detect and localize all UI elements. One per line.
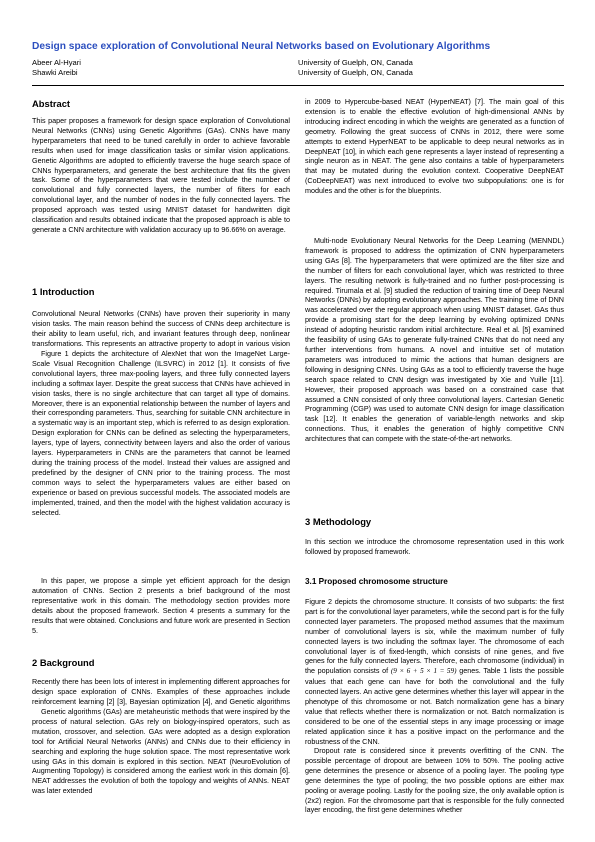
gene-count-formula: (9 × 6 + 5 × 1 = 59) xyxy=(390,667,457,676)
paper-title: Design space exploration of Convolutional Neural Networks based on Evolutionary Algorithms xyxy=(32,41,491,52)
intro-paragraph-2: Figure 1 depicts the architecture of AlexNet that won the ImageNet Large-Scale Visual Recognition Challenge (ILSVRC) in 2012 [1]. It consists of five convolutional layers, three max-pooling layers, and three fully connected layers including a softmax layer. Despite the great success that CNNs have achieved in vision tasks, there is no single architecture that can target all type of domains. Moreover, there is an exponential relationship between the number of layers and their corresponding parameters. Thus, searching for suitable CNN architecture in a systematic way is an important step, which is referred to as design exploration. Design exploration for CNNs can be defined as selecting the hyperparameters, layers, type of layers, connectivity between layers and also the order of various layers. Hyperparameters in CNNs are the parameters that cannot be learned during the training process of the model. Instead their values are assigned and predefined by the designer of CNN prior to the training process. The most common ways to select the hyperparameters values are either based on experience or based on previous successful models. The associated models are implemented, trained, and then the model with the highest validation accuracy is selected. xyxy=(32,349,290,517)
author-name: Abeer Al-Hyari xyxy=(32,58,81,67)
background-paragraph-3: in 2009 to Hypercube-based NEAT (HyperNEAT) [7]. The main goal of this extension is to enable the effective evolution of high-dimensional ANNs by introducing indirect encoding in which the weights are generated as a function of geometry. Following the great success of CNNs in 2012, there were some attempts to extend HyperNEAT to be applicable to deep neural networks as in DeepNEAT [10], in which each gene represents a layer instead of representing a single neuron as in NEAT. The gene also contains a table of hyperparameters that may be mutated during the evolution context. Cooperative DeepNEAT (CoDeepNEAT) was next introduced to evolve two subpopulations: one is for modules and the other is for the blueprints. xyxy=(305,97,564,196)
chromosome-paragraph-1 xyxy=(305,597,564,745)
intro-paragraph-1: Convolutional Neural Networks (CNNs) have proven their superiority in many vision tasks. The main reason behind the success of CNNs deep architecture is their ability to learn useful, rich, and invariant features through deep, nonlinear transformations. This represents an attractive property to adopt in various vision xyxy=(32,309,290,348)
author-affiliation: University of Guelph, ON, Canada xyxy=(298,68,413,77)
section-heading-methodology: 3 Methodology xyxy=(305,516,372,527)
methodology-paragraph-1: In this section we introduce the chromosome representation used in this work followed by proposed framework. xyxy=(305,537,564,556)
background-paragraph-2: Genetic algorithms (GAs) are metaheuristic methods that were inspired by the process of natural selection. GAs rely on biology-inspired operators, such as mutation, crossover, and selection. GAs were adopted as a design exploration tool for Artificial Neural Networks (ANNs) and CNNs due to their efficiency in searching and exploring the huge solution space. The most representative work using GAs in this domain is explored in this section. NEAT (NeuroEvolution of Augmenting Topology) is considered among the earliest work in this domain [6]. NEAT addresses the evolution of both the topology and weights of ANNs. NEAT was later extended xyxy=(32,707,290,796)
chromosome-text-part-1: Figure 2 depicts the chromosome structure. It consists of two subparts: the first part is for the convolutional layer parameters, while the second part is for the fully connected layer parameters. The proposed method assumes that the maximum number of convolutional layers is six, while the maximum number of fully connected layers is two including the softmax layer. The chromosome of each convolutional layer is of fixed-length, which consists of nine genes, and five genes for the fully connected layers. Therefore, each chromosome (individual) in the population consists of xyxy=(305,597,564,676)
author-name: Shawki Areibi xyxy=(32,68,78,77)
background-paragraph-4: Multi-node Evolutionary Neural Networks for the Deep Learning (MENNDL) framework is proposed to address the optimization of CNN hyperparameters using GAs [8]. The hyperparameters that were optimized are the filter size and the number of filters for each convolutional layer, which was restricted to three layers. The resulting network is fully-trained and no further post-processing is required. Tirumala et al. [9] studied the reduction of training time of Deep Neural Networks (DNNs) by adopting evolutionary approaches. The training time of DNN was accelerated over the regular approach when using MNIST dataset. GAs thus provide a promising start for the deep learning by evolving optimized DNNs instead of adopting heuristic random initial architecture. Real et al. [5] examined the feasibility of using GAs to generate fully-trained CNNs that do not need any further interventions from humans. A novel and intuitive set of mutation parameters was introduced to mimic the actions that human designers are following in designing CNNs. Using GAs as a tool to efficiently traverse the huge search space related to CNN design was investigated by Xie and Yuille [11]. However, their proposed approach was based on a constrained case that assumed a CNN consisted of only three convolutional layers. Cartesian Genetic Programming (CGP) was used to automate CNN design for image classification task [12]. It enables the generation of variable-length networks and skip connections. Thus, it enables the generation of highly competitive CNN architectures that can compete with the state-of-the-art networks. xyxy=(305,236,564,444)
chromosome-paragraph-2: Dropout rate is considered since it prevents overfitting of the CNN. The possible percentage of dropout are between 10% to 50%. The pooling active gene determines the presence or absence of a pooling layer. The pooling type gene determines the type of pooling; the two possible options are either max pooling or average pooling. Lastly for the pooling size, the only available option is (2x2) region. For the chromosome part that is responsible for the fully connected layer encoding, the first gene determines whether xyxy=(305,746,564,815)
background-paragraph-1: Recently there has been lots of interest in implementing different approaches for design space exploration of CNNs. Examples of these approaches include reinforcement learning [2] [3], Bayesian optimization [4], and Genetic algorithms xyxy=(32,677,290,706)
author-affiliation: University of Guelph, ON, Canada xyxy=(298,58,413,67)
abstract-text: This paper proposes a framework for design space exploration of Convolutional Neural Networks (CNNs) using Genetic Algorithms (GAs). CNNs have many hyperparameters that need to be tuned carefully in order to achieve favorable results when used for image classification tasks or similar vision applications. Genetic Algorithms are adopted to efficiently traverse the huge search space of CNNs hyperparameters, and generate the best architecture that fits the given task. Some of the hyperparameters that were tested include the number of convolutional and fully connected layers, the number of filters for each convolutional layer, and the number of nodes in the fully connected layers. The proposed approach was tested using MNIST dataset for handwritten digit classification and results obtained indicate that the proposed approach is able to generate a CNN architecture with validation accuracy up to 96.66% on average. xyxy=(32,116,290,234)
intro-paragraph-3: In this paper, we propose a simple yet efficient approach for the design automation of CNNs. Section 2 presents a brief background of the most representative work in this domain. The methodology section provides more details about the proposed framework. Section 4 presents a summary for the results that were obtained. Conclusions and future work are presented in Section 5. xyxy=(32,576,290,635)
subsection-heading-chromosome: 3.1 Proposed chromosome structure xyxy=(305,577,448,586)
chromosome-text-part-2: genes. Table 1 lists the possible values that each gene can have for both the convolutional and the fully connected layers. An active gene determines whether this layer will appear in the phenotype of this chromosome or not. Batch normalization gene has a binary value that reflects whether there is normalization or not. Batch normalization is considered to be one of the essential steps in any image processing or image related application since it has a positive impact on the performance and the robustness of the CNN. xyxy=(305,666,564,745)
header-rule xyxy=(32,85,564,86)
section-heading-introduction: 1 Introduction xyxy=(32,286,95,297)
section-heading-background: 2 Background xyxy=(32,657,95,668)
abstract-heading: Abstract xyxy=(32,98,71,109)
